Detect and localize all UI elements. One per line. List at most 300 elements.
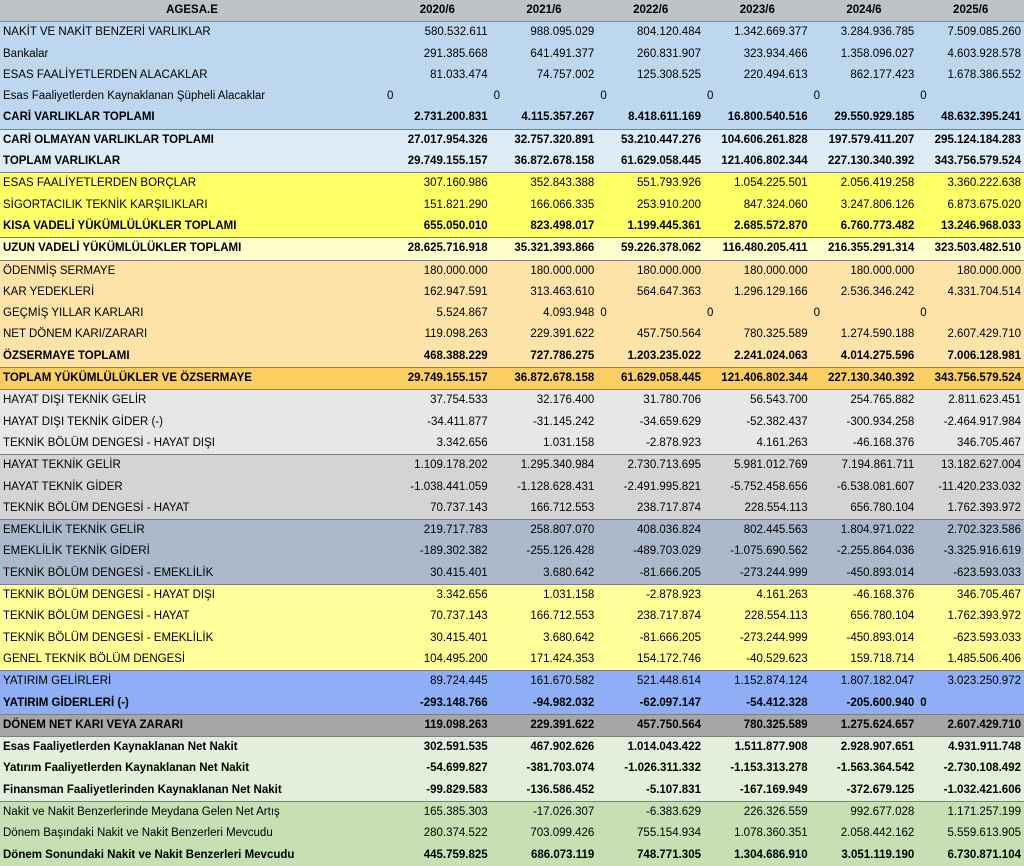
value-cell: 457.750.564 [597, 324, 704, 345]
value-cell: 1.807.182.047 [811, 671, 918, 693]
row-label: Yatırım Faaliyetlerden Kaynaklanan Net Nakit [0, 758, 384, 779]
value-cell: 121.406.802.344 [704, 368, 811, 390]
row-label: GEÇMİŞ YILLAR KARLARI [0, 303, 384, 324]
value-cell: 2.536.346.242 [811, 282, 918, 303]
value-cell: 313.463.610 [491, 282, 598, 303]
row-label: DÖNEM NET KARI VEYA ZARARI [0, 714, 384, 736]
value-cell: -81.666.205 [597, 563, 704, 585]
value-cell: 180.000.000 [491, 260, 598, 282]
row-label: GENEL TEKNİK BÖLÜM DENGESİ [0, 649, 384, 671]
table-row [0, 195, 1024, 216]
value-cell: -5.107.831 [597, 780, 704, 802]
value-cell: -273.244.999 [704, 628, 811, 649]
value-cell: 0 [811, 303, 918, 324]
value-cell: 2.811.623.451 [917, 390, 1024, 412]
value-cell: 1.804.971.022 [811, 520, 918, 542]
row-label: TEKNİK BÖLÜM DENGESİ - EMEKLİLİK [0, 628, 384, 649]
value-cell: 280.374.522 [384, 823, 491, 844]
value-cell: -31.145.242 [491, 412, 598, 433]
value-cell: 59.226.378.062 [597, 238, 704, 260]
value-cell: 1.762.393.972 [917, 498, 1024, 520]
value-cell: 238.717.874 [597, 606, 704, 627]
value-cell: 4.115.357.267 [491, 107, 598, 129]
value-cell: 32.176.400 [491, 390, 598, 412]
value-cell: 804.120.484 [597, 22, 704, 44]
value-cell: 166.712.553 [491, 498, 598, 520]
row-label: YATIRIM GELİRLERİ [0, 671, 384, 693]
value-cell: 4.931.911.748 [917, 737, 1024, 759]
table-row [0, 303, 1024, 324]
value-cell: 2.730.713.695 [597, 455, 704, 477]
value-cell: 3.247.806.126 [811, 195, 918, 216]
value-cell: 6.873.675.020 [917, 195, 1024, 216]
ticker-header: AGESA.E [0, 0, 384, 22]
value-cell: 1.109.178.202 [384, 455, 491, 477]
value-cell: 1.342.669.377 [704, 22, 811, 44]
table-row [0, 714, 1024, 736]
period-header: 2023/6 [704, 0, 811, 22]
header-row [0, 0, 1024, 22]
value-cell: -623.593.033 [917, 563, 1024, 585]
value-cell: 3.023.250.972 [917, 671, 1024, 693]
value-cell: -11.420.233.032 [917, 477, 1024, 498]
value-cell: -2.464.917.984 [917, 412, 1024, 433]
value-cell: 2.731.200.831 [384, 107, 491, 129]
value-cell: 748.771.305 [597, 845, 704, 866]
value-cell: 346.705.467 [917, 433, 1024, 455]
row-label: HAYAT DIŞI TEKNİK GELİR [0, 390, 384, 412]
value-cell: -1.026.311.332 [597, 758, 704, 779]
value-cell: -46.168.376 [811, 433, 918, 455]
row-label: Bankalar [0, 44, 384, 65]
value-cell: 197.579.411.207 [811, 129, 918, 151]
value-cell: 48.632.395.241 [917, 107, 1024, 129]
value-cell: 3.680.642 [491, 563, 598, 585]
table-row [0, 260, 1024, 282]
value-cell: -1.153.313.278 [704, 758, 811, 779]
value-cell: 641.491.377 [491, 44, 598, 65]
period-header: 2022/6 [597, 0, 704, 22]
table-body [0, 22, 1024, 866]
table-row [0, 433, 1024, 455]
value-cell: 656.780.104 [811, 606, 918, 627]
value-cell: 260.831.907 [597, 44, 704, 65]
table-row [0, 563, 1024, 585]
row-label: TEKNİK BÖLÜM DENGESİ - HAYAT DIŞI [0, 433, 384, 455]
row-label: ESAS FAALİYETLERDEN BORÇLAR [0, 173, 384, 195]
value-cell: 238.717.874 [597, 498, 704, 520]
value-cell: 254.765.882 [811, 390, 918, 412]
table-row [0, 390, 1024, 412]
value-cell: 1.078.360.351 [704, 823, 811, 844]
value-cell: -5.752.458.656 [704, 477, 811, 498]
value-cell: 551.793.926 [597, 173, 704, 195]
period-header: 2020/6 [384, 0, 491, 22]
value-cell: 408.036.824 [597, 520, 704, 542]
value-cell: 53.210.447.276 [597, 129, 704, 151]
value-cell: 74.757.002 [491, 65, 598, 86]
value-cell: -1.128.628.431 [491, 477, 598, 498]
value-cell: 703.099.426 [491, 823, 598, 844]
value-cell: 13.182.627.004 [917, 455, 1024, 477]
table-row [0, 498, 1024, 520]
value-cell: -205.600.940 [811, 693, 918, 715]
value-cell: 4.093.948 [491, 303, 598, 324]
row-label: Nakit ve Nakit Benzerlerinde Meydana Gelen Net Artış [0, 801, 384, 823]
value-cell: 29.550.929.185 [811, 107, 918, 129]
value-cell: 151.821.290 [384, 195, 491, 216]
value-cell: 1.358.096.027 [811, 44, 918, 65]
value-cell: 847.324.060 [704, 195, 811, 216]
value-cell: 0 [597, 86, 704, 107]
value-cell: 258.807.070 [491, 520, 598, 542]
value-cell: 1.295.340.984 [491, 455, 598, 477]
value-cell: 580.532.611 [384, 22, 491, 44]
value-cell: 0 [704, 303, 811, 324]
table-row [0, 628, 1024, 649]
value-cell: 656.780.104 [811, 498, 918, 520]
value-cell: 56.543.700 [704, 390, 811, 412]
value-cell: 0 [384, 86, 491, 107]
value-cell: 3.342.656 [384, 433, 491, 455]
value-cell: 457.750.564 [597, 714, 704, 736]
value-cell: 1.054.225.501 [704, 173, 811, 195]
value-cell: 1.274.590.188 [811, 324, 918, 345]
value-cell: 655.050.010 [384, 216, 491, 238]
row-label: CARİ VARLIKLAR TOPLAMI [0, 107, 384, 129]
value-cell: 0 [917, 86, 1024, 107]
table-row [0, 22, 1024, 44]
table-row [0, 780, 1024, 802]
value-cell: 2.607.429.710 [917, 714, 1024, 736]
value-cell: 302.591.535 [384, 737, 491, 759]
value-cell: -2.491.995.821 [597, 477, 704, 498]
value-cell: 521.448.614 [597, 671, 704, 693]
value-cell: 686.073.119 [491, 845, 598, 866]
value-cell: -94.982.032 [491, 693, 598, 715]
value-cell: 70.737.143 [384, 606, 491, 627]
row-label: TEKNİK BÖLÜM DENGESİ - EMEKLİLİK [0, 563, 384, 585]
value-cell: 323.503.482.510 [917, 238, 1024, 260]
value-cell: 5.981.012.769 [704, 455, 811, 477]
value-cell: 35.321.393.866 [491, 238, 598, 260]
table-row [0, 801, 1024, 823]
row-label: Dönem Başındaki Nakit ve Nakit Benzerleri Mevcudu [0, 823, 384, 844]
row-label: KISA VADELİ YÜKÜMLÜLÜKLER TOPLAMI [0, 216, 384, 238]
value-cell: 346.705.467 [917, 585, 1024, 607]
row-label: EMEKLİLİK TEKNİK GELİR [0, 520, 384, 542]
table-row [0, 477, 1024, 498]
value-cell: 295.124.184.283 [917, 129, 1024, 151]
table-row [0, 346, 1024, 368]
row-label: NAKİT VE NAKİT BENZERİ VARLIKLAR [0, 22, 384, 44]
value-cell: 70.737.143 [384, 498, 491, 520]
value-cell: 823.498.017 [491, 216, 598, 238]
value-cell: 1.304.686.910 [704, 845, 811, 866]
row-label: HAYAT TEKNİK GELİR [0, 455, 384, 477]
value-cell: -300.934.258 [811, 412, 918, 433]
value-cell: -136.586.452 [491, 780, 598, 802]
row-label: EMEKLİLİK TEKNİK GİDERİ [0, 541, 384, 562]
table-row [0, 845, 1024, 866]
value-cell: 4.161.263 [704, 585, 811, 607]
table-row [0, 693, 1024, 715]
value-cell: -2.878.923 [597, 433, 704, 455]
value-cell: 166.712.553 [491, 606, 598, 627]
value-cell: 119.098.263 [384, 324, 491, 345]
value-cell: -450.893.014 [811, 563, 918, 585]
table-row [0, 151, 1024, 173]
value-cell: 1.485.506.406 [917, 649, 1024, 671]
value-cell: 2.928.907.651 [811, 737, 918, 759]
row-label: HAYAT DIŞI TEKNİK GİDER (-) [0, 412, 384, 433]
value-cell: 32.757.320.891 [491, 129, 598, 151]
value-cell: 307.160.986 [384, 173, 491, 195]
value-cell: 7.006.128.981 [917, 346, 1024, 368]
value-cell: 564.647.363 [597, 282, 704, 303]
value-cell: 2.685.572.870 [704, 216, 811, 238]
row-label: Dönem Sonundaki Nakit ve Nakit Benzerleri Mevcudu [0, 845, 384, 866]
value-cell: 992.677.028 [811, 801, 918, 823]
value-cell: -2.878.923 [597, 585, 704, 607]
table-row [0, 368, 1024, 390]
row-label: Finansman Faaliyetlerinden Kaynaklanan Net Nakit [0, 780, 384, 802]
row-label: TOPLAM YÜKÜMLÜLÜKLER VE ÖZSERMAYE [0, 368, 384, 390]
row-label: ÖDENMİŞ SERMAYE [0, 260, 384, 282]
value-cell: 2.702.323.586 [917, 520, 1024, 542]
value-cell: -40.529.623 [704, 649, 811, 671]
value-cell: -62.097.147 [597, 693, 704, 715]
value-cell: 780.325.589 [704, 714, 811, 736]
value-cell: 468.388.229 [384, 346, 491, 368]
value-cell: 4.014.275.596 [811, 346, 918, 368]
row-label: ESAS FAALİYETLERDEN ALACAKLAR [0, 65, 384, 86]
table-row [0, 86, 1024, 107]
value-cell: 229.391.622 [491, 324, 598, 345]
table-row [0, 107, 1024, 129]
value-cell: 3.360.222.638 [917, 173, 1024, 195]
value-cell: 61.629.058.445 [597, 151, 704, 173]
row-label: TEKNİK BÖLÜM DENGESİ - HAYAT DIŞI [0, 585, 384, 607]
value-cell: 862.177.423 [811, 65, 918, 86]
value-cell: -1.563.364.542 [811, 758, 918, 779]
value-cell: 104.606.261.828 [704, 129, 811, 151]
value-cell: 171.424.353 [491, 649, 598, 671]
value-cell: 161.670.582 [491, 671, 598, 693]
value-cell: 29.749.155.157 [384, 368, 491, 390]
value-cell: 323.934.466 [704, 44, 811, 65]
value-cell: 125.308.525 [597, 65, 704, 86]
value-cell: 104.495.200 [384, 649, 491, 671]
value-cell: -623.593.033 [917, 628, 1024, 649]
value-cell: 0 [491, 86, 598, 107]
value-cell: 1.014.043.422 [597, 737, 704, 759]
value-cell: 343.756.579.524 [917, 368, 1024, 390]
value-cell: 780.325.589 [704, 324, 811, 345]
value-cell: 291.385.668 [384, 44, 491, 65]
period-header: 2021/6 [491, 0, 598, 22]
value-cell: 7.509.085.260 [917, 22, 1024, 44]
table-row [0, 129, 1024, 151]
row-label: ÖZSERMAYE TOPLAMI [0, 346, 384, 368]
value-cell: 1.511.877.908 [704, 737, 811, 759]
value-cell: 180.000.000 [597, 260, 704, 282]
row-label: TEKNİK BÖLÜM DENGESİ - HAYAT [0, 606, 384, 627]
value-cell: -450.893.014 [811, 628, 918, 649]
value-cell: 0 [597, 303, 704, 324]
value-cell: -2.730.108.492 [917, 758, 1024, 779]
value-cell: 30.415.401 [384, 628, 491, 649]
row-label: HAYAT TEKNİK GİDER [0, 477, 384, 498]
value-cell: 30.415.401 [384, 563, 491, 585]
value-cell: 159.718.714 [811, 649, 918, 671]
value-cell: -17.026.307 [491, 801, 598, 823]
value-cell: 5.524.867 [384, 303, 491, 324]
value-cell: -34.411.877 [384, 412, 491, 433]
value-cell: 2.056.419.258 [811, 173, 918, 195]
value-cell: 13.246.968.033 [917, 216, 1024, 238]
table-row [0, 823, 1024, 844]
table-row [0, 606, 1024, 627]
value-cell: -54.699.827 [384, 758, 491, 779]
value-cell: 81.033.474 [384, 65, 491, 86]
value-cell: 0 [704, 86, 811, 107]
value-cell: 1.152.874.124 [704, 671, 811, 693]
value-cell: 1.678.386.552 [917, 65, 1024, 86]
table-row [0, 412, 1024, 433]
value-cell: 228.554.113 [704, 498, 811, 520]
value-cell: 36.872.678.158 [491, 151, 598, 173]
value-cell: 31.780.706 [597, 390, 704, 412]
value-cell: -381.703.074 [491, 758, 598, 779]
value-cell: 1.762.393.972 [917, 606, 1024, 627]
value-cell: -489.703.029 [597, 541, 704, 562]
value-cell: -189.302.382 [384, 541, 491, 562]
value-cell: 2.058.442.162 [811, 823, 918, 844]
value-cell: 467.902.626 [491, 737, 598, 759]
value-cell: 4.161.263 [704, 433, 811, 455]
value-cell: -46.168.376 [811, 585, 918, 607]
value-cell: 0 [917, 303, 1024, 324]
value-cell: 802.445.563 [704, 520, 811, 542]
row-label: KAR YEDEKLERİ [0, 282, 384, 303]
table-row [0, 216, 1024, 238]
value-cell: 1.031.158 [491, 433, 598, 455]
value-cell: 727.786.275 [491, 346, 598, 368]
table-row [0, 520, 1024, 542]
row-label: YATIRIM GİDERLERİ (-) [0, 693, 384, 715]
value-cell: 220.494.613 [704, 65, 811, 86]
value-cell: 1.199.445.361 [597, 216, 704, 238]
table-row [0, 737, 1024, 759]
table-row [0, 44, 1024, 65]
table-row [0, 541, 1024, 562]
table-row [0, 585, 1024, 607]
value-cell: -1.038.441.059 [384, 477, 491, 498]
value-cell: 121.406.802.344 [704, 151, 811, 173]
value-cell: 2.241.024.063 [704, 346, 811, 368]
value-cell: 2.607.429.710 [917, 324, 1024, 345]
value-cell: 343.756.579.524 [917, 151, 1024, 173]
value-cell: -293.148.766 [384, 693, 491, 715]
value-cell: -167.169.949 [704, 780, 811, 802]
value-cell: 226.326.559 [704, 801, 811, 823]
value-cell: 27.017.954.326 [384, 129, 491, 151]
row-label: SİGORTACILIK TEKNİK KARŞILIKLARI [0, 195, 384, 216]
row-label: Esas Faaliyetlerden Kaynaklanan Net Nakit [0, 737, 384, 759]
value-cell: 180.000.000 [704, 260, 811, 282]
value-cell: 36.872.678.158 [491, 368, 598, 390]
value-cell: 219.717.783 [384, 520, 491, 542]
value-cell: 166.066.335 [491, 195, 598, 216]
value-cell: 0 [811, 86, 918, 107]
value-cell: 89.724.445 [384, 671, 491, 693]
table-row [0, 282, 1024, 303]
table-row [0, 65, 1024, 86]
period-header: 2025/6 [917, 0, 1024, 22]
value-cell: 5.559.613.905 [917, 823, 1024, 844]
value-cell: 28.625.716.918 [384, 238, 491, 260]
value-cell: 29.749.155.157 [384, 151, 491, 173]
value-cell: -99.829.583 [384, 780, 491, 802]
value-cell: 988.095.029 [491, 22, 598, 44]
table-row [0, 455, 1024, 477]
value-cell: 165.385.303 [384, 801, 491, 823]
value-cell: 37.754.533 [384, 390, 491, 412]
value-cell: -255.126.428 [491, 541, 598, 562]
value-cell: 445.759.825 [384, 845, 491, 866]
value-cell: 3.342.656 [384, 585, 491, 607]
value-cell: 162.947.591 [384, 282, 491, 303]
value-cell: 227.130.340.392 [811, 368, 918, 390]
row-label: Esas Faaliyetlerden Kaynaklanan Şüpheli Alacaklar [0, 86, 384, 107]
value-cell: -3.325.916.619 [917, 541, 1024, 562]
row-label: CARİ OLMAYAN VARLIKLAR TOPLAMI [0, 129, 384, 151]
row-label: TOPLAM VARLIKLAR [0, 151, 384, 173]
value-cell: 8.418.611.169 [597, 107, 704, 129]
value-cell: 1.296.129.166 [704, 282, 811, 303]
table-row [0, 173, 1024, 195]
value-cell: 180.000.000 [384, 260, 491, 282]
value-cell: -81.666.205 [597, 628, 704, 649]
row-label: UZUN VADELİ YÜKÜMLÜLÜKLER TOPLAMI [0, 238, 384, 260]
value-cell: 6.730.871.104 [917, 845, 1024, 866]
value-cell: 352.843.388 [491, 173, 598, 195]
value-cell: -1.032.421.606 [917, 780, 1024, 802]
row-label: NET DÖNEM KARI/ZARARI [0, 324, 384, 345]
value-cell: 1.031.158 [491, 585, 598, 607]
value-cell: 119.098.263 [384, 714, 491, 736]
table-row [0, 671, 1024, 693]
value-cell: 61.629.058.445 [597, 368, 704, 390]
value-cell: -6.383.629 [597, 801, 704, 823]
value-cell: 3.680.642 [491, 628, 598, 649]
value-cell: -52.382.437 [704, 412, 811, 433]
value-cell: -1.075.690.562 [704, 541, 811, 562]
value-cell: -54.412.328 [704, 693, 811, 715]
value-cell: 227.130.340.392 [811, 151, 918, 173]
table-row [0, 238, 1024, 260]
value-cell: 16.800.540.516 [704, 107, 811, 129]
value-cell: 180.000.000 [811, 260, 918, 282]
value-cell: 116.480.205.411 [704, 238, 811, 260]
value-cell: -34.659.629 [597, 412, 704, 433]
table-row [0, 649, 1024, 671]
period-header: 2024/6 [811, 0, 918, 22]
value-cell: 216.355.291.314 [811, 238, 918, 260]
value-cell: 6.760.773.482 [811, 216, 918, 238]
value-cell: 3.051.119.190 [811, 845, 918, 866]
